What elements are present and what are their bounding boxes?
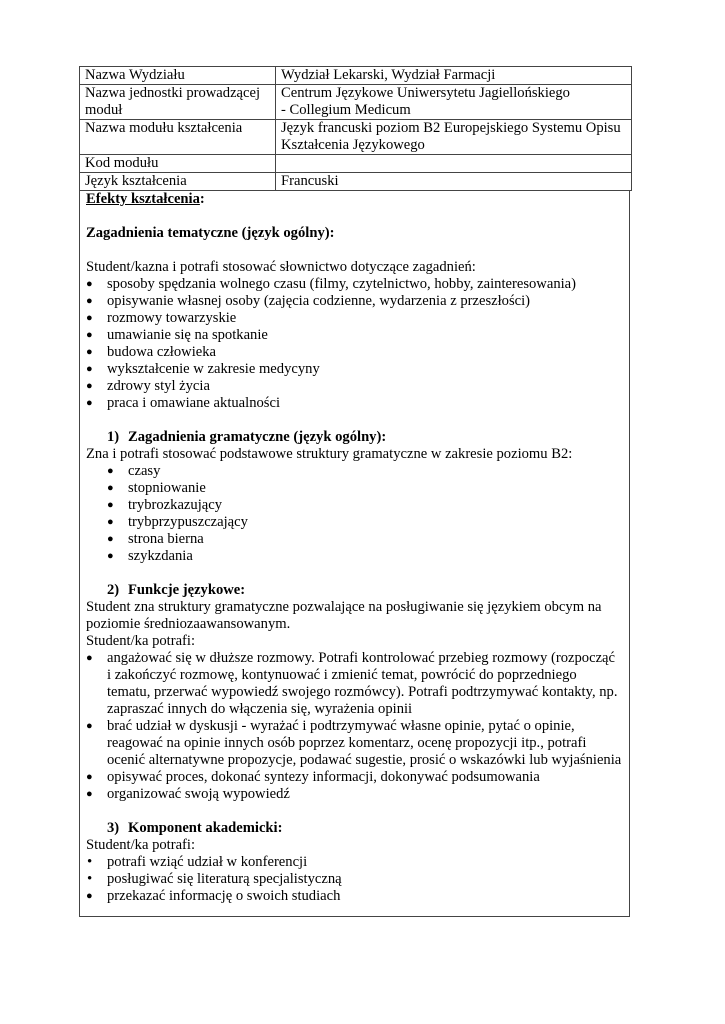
table-row bbox=[80, 67, 632, 85]
table-row bbox=[80, 173, 632, 191]
list-item: ● umawianie się na spotkanie bbox=[86, 327, 623, 344]
efekty-heading: Efekty kształcenia: bbox=[86, 191, 205, 207]
row-value-line: Kształcenia Językowego bbox=[281, 137, 425, 153]
row-value: Wydział Lekarski, Wydział Farmacji bbox=[276, 67, 632, 85]
row-value bbox=[276, 155, 632, 173]
list-item: ● zdrowy styl życia bbox=[86, 378, 623, 395]
tematyczne-intro: Student/kazna i potrafi stosować słownictwo dotyczące zagadnień: bbox=[86, 259, 476, 275]
list-item: ● organizować swoją wypowiedź bbox=[86, 786, 623, 803]
row-value-line: Język francuski poziom B2 Europejskiego Systemu Opisu bbox=[281, 120, 621, 136]
list-item: ● strona bierna bbox=[86, 531, 623, 548]
row-value-line: - Collegium Medicum bbox=[281, 102, 411, 118]
funkcje-heading: 2) Funkcje językowe: bbox=[107, 582, 246, 598]
list-item: ● wykształcenie w zakresie medycyny bbox=[86, 361, 623, 378]
row-value bbox=[276, 120, 632, 155]
row-key: Nazwa Wydziału bbox=[80, 67, 276, 85]
tematyczne-heading: Zagadnienia tematyczne (język ogólny): bbox=[86, 225, 335, 241]
list-item: ● praca i omawiane aktualności bbox=[86, 395, 623, 412]
gramatyczne-list bbox=[86, 463, 623, 565]
funkcje-intro-line: Student/ka potrafi: bbox=[86, 633, 196, 649]
gramatyczne-heading: 1) Zagadnienia gramatyczne (język ogólny): bbox=[107, 429, 387, 445]
list-item: ● stopniowanie bbox=[86, 480, 623, 497]
table-row bbox=[80, 155, 632, 173]
module-info-table bbox=[79, 66, 632, 191]
list-item: ● budowa człowieka bbox=[86, 344, 623, 361]
akademicki-list bbox=[86, 854, 623, 905]
funkcje-list bbox=[86, 650, 623, 803]
list-item: • posługiwać się literaturą specjalistyczną bbox=[86, 871, 623, 888]
list-item: • potrafi wziąć udział w konferencji bbox=[86, 854, 623, 871]
row-value-line: Centrum Językowe Uniwersytetu Jagiellońskiego bbox=[281, 85, 570, 101]
list-item: ● opisywanie własnej osoby (zajęcia codzienne, wydarzenia z przeszłości) bbox=[86, 293, 623, 310]
row-value bbox=[276, 85, 632, 120]
list-item: ● opisywać proces, dokonać syntezy informacji, dokonywać podsumowania bbox=[86, 769, 623, 786]
list-item: ● czasy bbox=[86, 463, 623, 480]
list-item: ● trybrozkazujący bbox=[86, 497, 623, 514]
row-key: Nazwa modułu kształcenia bbox=[80, 120, 276, 155]
akademicki-heading: 3) Komponent akademicki: bbox=[107, 820, 283, 836]
list-item: ● rozmowy towarzyskie bbox=[86, 310, 623, 327]
funkcje-intro-line: Student zna struktury gramatyczne pozwalające na posługiwanie się językiem obcym na bbox=[86, 599, 602, 615]
table-row bbox=[80, 85, 632, 120]
row-key: Nazwa jednostki prowadzącej moduł bbox=[80, 85, 276, 120]
list-item: ● brać udział w dyskusji - wyrażać i podtrzymywać własne opinie, pytać o opinie, reagować na opinie innych osób poprzez komentarz, ocenę propozycji itp., potrafi ocenić alternatywne propozycje, podawać sugestie, prosić o wskazówki lub wyjaśnienia bbox=[86, 718, 623, 769]
document bbox=[79, 66, 632, 917]
tematyczne-list bbox=[86, 276, 623, 412]
list-item: ● angażować się w dłuższe rozmowy. Potrafi kontrolować przebieg rozmowy (rozpocząć i zakończyć rozmowę, kontynuować i zmienić temat, powrócić do poprzedniego tematu, przerwać wypowiedź swojego rozmówcy). Potrafi podtrzymywać kontakty, np. zapraszać innych do włączenia się, wyrażenia opinii bbox=[86, 650, 623, 718]
row-key: Język kształcenia bbox=[80, 173, 276, 191]
list-item: ● szykzdania bbox=[86, 548, 623, 565]
funkcje-intro-line: poziomie średniozaawansowanym. bbox=[86, 616, 291, 632]
table-row bbox=[80, 120, 632, 155]
learning-outcomes-box bbox=[79, 191, 630, 917]
list-item: ● przekazać informację o swoich studiach bbox=[86, 888, 623, 905]
list-item: ● sposoby spędzania wolnego czasu (filmy, czytelnictwo, hobby, zainteresowania) bbox=[86, 276, 623, 293]
list-item: ● trybprzypuszczający bbox=[86, 514, 623, 531]
akademicki-intro: Student/ka potrafi: bbox=[86, 837, 196, 853]
gramatyczne-intro: Zna i potrafi stosować podstawowe struktury gramatyczne w zakresie poziomu B2: bbox=[86, 446, 573, 462]
row-key: Kod modułu bbox=[80, 155, 276, 173]
row-value: Francuski bbox=[276, 173, 632, 191]
